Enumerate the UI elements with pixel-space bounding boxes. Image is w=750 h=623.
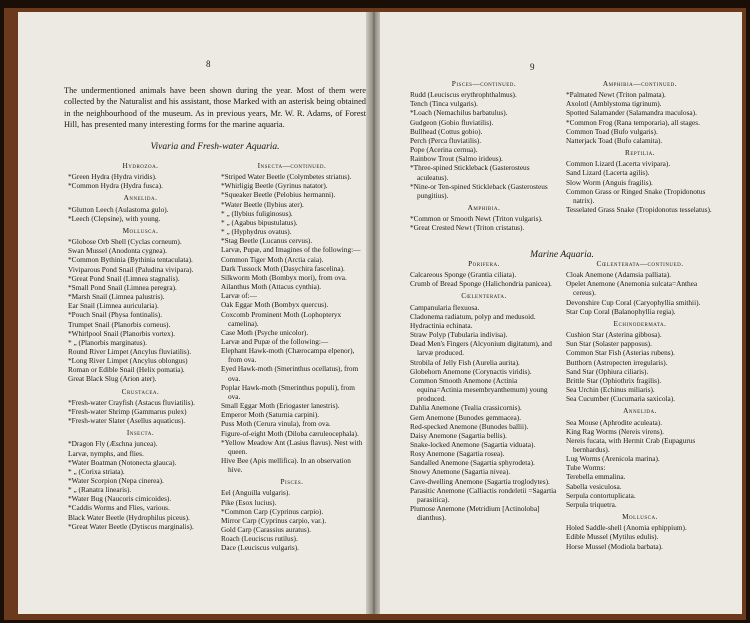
species-entry: Sun Star (Solaster papposus). (566, 339, 652, 349)
species-entry: Mirror Carp (Cyprinus carpio, var.). (221, 515, 327, 525)
species-column (566, 256, 714, 551)
species-entry: Larvæ, Pupæ, and Imagines of the following:— (221, 245, 361, 255)
species-entry: Crumb of Bread Sponge (Halichondria panicea). (410, 279, 552, 289)
species-entry: Bullhead (Cottus gobio). (410, 126, 483, 136)
page-number: 9 (530, 62, 535, 72)
species-entry: Holed Saddle-shell (Anomia ephippium). (566, 523, 687, 533)
species-entry: Tench (Tinca vulgaris). (410, 99, 478, 109)
species-entry: Common Star Fish (Asterias rubens). (566, 348, 675, 358)
species-entry: Figure-of-eight Moth (Diloba cæruleocephala). (221, 428, 359, 438)
species-entry: Cushion Star (Asterina gibbosa). (566, 330, 662, 340)
subsection-heading: Insecta. (126, 428, 155, 438)
species-entry: Pope (Acerina cernua). (410, 145, 478, 155)
species-entry: *Whirlpool Snail (Planorbis vortex). (68, 328, 176, 338)
species-entry: Edible Mussel (Mytilus edulis). (566, 532, 659, 542)
species-entry: * „ (Corixa striata). (68, 466, 125, 476)
species-entry: Oak Eggar Moth (Bombyx quercus). (221, 300, 329, 310)
species-entry: Rudd (Leuciscus erythrophthalmus). (410, 90, 517, 100)
subsection-heading: Cœlenterata—continued. (596, 259, 684, 268)
species-entry: *Great Pond Snail (Limnea stagnalis). (68, 273, 180, 283)
species-entry: Gudgeon (Gobio fluviatilis). (410, 117, 494, 127)
species-entry: Great Black Slug (Arion ater). (68, 374, 157, 384)
species-column (68, 158, 213, 531)
species-entry: Plumose Anemone (Metridium [Actinoloba] dianthus). (410, 504, 540, 523)
species-entry: Straw Polyp (Tubularia indivisa). (410, 330, 508, 340)
species-entry: *Long River Limpet (Ancylus oblongus) (68, 356, 188, 366)
species-entry: Sea Cucumber (Cucumaria saxicola). (566, 394, 676, 404)
species-entry: Gem Anemone (Bunodes gemmacea). (410, 412, 522, 422)
species-entry: *Palmated Newt (Triton palmata). (566, 90, 666, 100)
species-entry: Case Moth (Psyche unicolor). (221, 327, 309, 337)
species-entry: Snowy Anemone (Sagartia nivea). (410, 467, 511, 477)
species-entry: Gold Carp (Carassius auratus). (221, 525, 311, 535)
species-column (221, 158, 363, 553)
species-entry: Globehorn Anemone (Corynactis viridis). (410, 366, 532, 376)
species-entry: Poplar Hawk-moth (Smerinthus populi), from ova. (221, 382, 355, 401)
species-entry: Tesselated Grass Snake (Tropidonotus tesselatus). (566, 205, 712, 215)
species-column (410, 76, 558, 233)
species-entry: * „ (Hyphydrus ovatus). (221, 227, 292, 237)
page-number: 8 (206, 59, 211, 69)
species-entry: Terebella emmalina. (566, 472, 626, 482)
species-entry: Hive Bee (Apis mellifica). In an observation hive. (221, 456, 351, 475)
species-entry: Red-specked Anemone (Bunodes ballii). (410, 421, 529, 431)
species-entry: Dark Tussock Moth (Dasychira fascelina). (221, 263, 345, 273)
species-entry: Rosy Anemone (Sagartia rosea). (410, 449, 505, 459)
species-entry: *Yellow Meadow Ant (Lasius flavus). Nest with queen. (221, 437, 363, 456)
subsection-heading: Porifera. (468, 259, 500, 268)
species-entry: Common Smooth Anemone (Actinia equina=Actinia mesembryanthemum) young produced. (410, 375, 548, 404)
species-entry: *Whirligig Beetle (Gyrinus natator). (221, 181, 328, 191)
species-entry: Larvæ of:— (221, 291, 257, 301)
species-entry: Perch (Perca fluviatilis). (410, 135, 482, 145)
species-entry: Swan Mussel (Anodonta cygnea). (68, 246, 167, 256)
species-entry: *Common or Smooth Newt (Triton vulgaris). (410, 214, 543, 224)
species-entry: Black Water Beetle (Hydrophilus piceus). (68, 512, 190, 522)
species-entry: *Dragon Fly (Æschna juncea). (68, 439, 158, 449)
species-entry: *Squeaker Beetle (Pelobius hermanni). (221, 190, 336, 200)
species-entry: Roach (Leuciscus rutilus). (221, 534, 298, 544)
species-entry: Hydractinia echinata. (410, 320, 473, 330)
species-entry: Round River Limpet (Ancylus fluviatilis). (68, 346, 192, 356)
section-heading: Marine Aquaria. (530, 250, 594, 260)
right-page (380, 12, 742, 614)
species-entry: *Water Bug (Naucoris cimicoides). (68, 494, 172, 504)
species-entry: Daisy Anemone (Sagartia bellis). (410, 430, 507, 440)
subsection-heading: Mollusca. (122, 225, 159, 235)
subsection-heading: Echinodermata. (613, 318, 667, 328)
species-entry: *Stag Beetle (Lucanus cervus). (221, 236, 313, 246)
species-entry: Devonshire Cup Coral (Caryophyllia smithii). (566, 297, 701, 307)
species-entry: Common Grass or Ringed Snake (Tropidonotus natrix). (566, 186, 706, 205)
species-entry: Roman or Edible Snail (Helix pomatia). (68, 365, 185, 375)
species-entry: Sea Urchin (Echinus miliaris). (566, 385, 655, 395)
species-entry: *Water Beetle (Ilybius ater). (221, 199, 304, 209)
species-entry: Dahlia Anemone (Tealia crassicornis). (410, 403, 522, 413)
subsection-heading: Mollusca. (622, 512, 658, 522)
species-entry: *Three-spined Stickleback (Gasterosteus aculeatus). (410, 163, 530, 182)
left-page (18, 12, 370, 614)
species-entry: Brittle Star (Ophiothrix fragilis). (566, 375, 662, 385)
species-entry: Larvæ, nymphs, and flies. (68, 448, 144, 458)
species-entry: *Water Scorpion (Nepa cinerea). (68, 476, 164, 485)
species-entry: *Caddis Worms and Flies, various. (68, 503, 170, 513)
species-entry: *Common Carp (Cyprinus carpio). (221, 506, 324, 516)
species-entry: Horse Mussel (Modiola barbata). (566, 541, 663, 551)
subsection-heading: Pisces—continued. (451, 79, 517, 88)
species-entry: Elephant Hawk-moth (Chærocampa elpenor), from ova. (221, 346, 355, 365)
species-entry: *Great Water Beetle (Dytiscus marginalis). (68, 521, 194, 531)
subsection-heading: Crustacea. (121, 386, 160, 396)
species-entry: *Common Bythinia (Bythinia tentaculata). (68, 255, 193, 265)
species-entry: Snake-locked Anemone (Sagartia viduata). (410, 439, 536, 449)
species-entry: Serpula triquetra. (566, 499, 617, 509)
species-entry: Star Cup Coral (Balanophyllia regia). (566, 306, 676, 316)
species-entry: *Water Boatman (Notonecta glauca). (68, 457, 177, 467)
species-entry: Opelet Anemone (Anemonia sulcata=Anthea cereus). (566, 279, 698, 298)
species-entry: Emperor Moth (Saturnia carpini). (221, 410, 320, 420)
species-entry: Parasitic Anemone (Calliactis rondeletii =Sagartia parasitica). (410, 485, 557, 504)
subsection-heading: Annelida. (123, 193, 158, 203)
species-entry: Sandalled Anemone (Sagartia sphyrodeta). (410, 458, 535, 468)
species-entry: * „ (Agabus bipustulatus). (221, 217, 298, 227)
species-entry: Sabella vesiculosa. (566, 481, 622, 491)
subsection-heading: Amphibia—continued. (602, 79, 678, 88)
species-entry: *Common Hydra (Hydra fusca). (68, 181, 163, 191)
species-entry: Trumpet Snail (Planorbis corneus). (68, 319, 171, 329)
species-entry: *Pouch Snail (Physa fontinalis). (68, 310, 163, 320)
subsection-heading: Annelida. (623, 406, 657, 416)
species-entry: Tube Worms: (566, 463, 606, 473)
species-entry: Silkworm Moth (Bombyx mori), from ova. (221, 272, 347, 282)
species-entry: *Globose Orb Shell (Cyclas corneum). (68, 237, 182, 247)
species-entry: Small Eggar Moth (Eriogaster lanestris). (221, 401, 340, 411)
species-entry: King Rag Worms (Nereis virens). (566, 426, 664, 436)
species-entry: *Fresh-water Shrimp (Gammarus pulex) (68, 406, 187, 416)
species-entry: Viviparous Pond Snail (Paludina vivipara). (68, 264, 194, 274)
species-entry: Nereis fucata, with Hermit Crab (Eupagurus bernhardus). (566, 435, 696, 454)
subsection-heading: Amphibia. (467, 203, 501, 213)
species-entry: Ear Snail (Limnea auricularia). (68, 301, 159, 311)
species-entry: *Fresh-water Crayfish (Astacus fluviatilis). (68, 397, 195, 407)
species-entry: *Loach (Nemachilus barbatulus). (410, 108, 508, 118)
species-entry: *Glutton Leech (Aulastoma gulo). (68, 204, 169, 214)
species-entry: Cave-dwelling Anemone (Sagartia troglodytes). (410, 476, 550, 486)
subsection-heading: Hydrozoa. (122, 161, 159, 170)
subsection-heading: Pisces. (280, 477, 304, 487)
species-entry: *Leech (Clepsine), with young. (68, 213, 161, 223)
species-entry: *Green Hydra (Hydra viridis). (68, 172, 157, 182)
species-entry: Campanularia flexuosa. (410, 302, 480, 312)
species-entry: Cloak Anemone (Adamsia palliata). (566, 270, 671, 280)
species-entry: Dace (Leuciscus vulgaris). (221, 543, 300, 553)
species-column (566, 76, 714, 214)
species-entry: *Common Frog (Rana temporaria), all stages. (566, 117, 700, 127)
species-column (410, 256, 558, 522)
species-entry: Larvæ and Pupæ of the following:— (221, 336, 329, 346)
species-entry: Strobila of Jelly Fish (Aurelia aurita). (410, 357, 520, 367)
species-entry: Pike (Esox lucius). (221, 497, 277, 507)
species-entry: Butthorn (Astropecten irregularis). (566, 357, 668, 367)
species-entry: Calcareous Sponge (Grantia ciliata). (410, 270, 517, 280)
species-entry: Puss Moth (Cerura vinula), from ova. (221, 419, 331, 429)
species-entry: *Nine-or Ten-spined Stickleback (Gasterosteus pungitius). (410, 181, 548, 200)
species-entry: Sand Star (Ophiura ciliaris). (566, 366, 649, 376)
species-entry: Spotted Salamander (Salamandra maculosa). (566, 108, 697, 118)
species-entry: Lug Worms (Arenicola marina). (566, 454, 660, 464)
species-entry: * „ (Ranatra linearis). (68, 485, 132, 495)
species-entry: *Marsh Snail (Limnea palustris). (68, 292, 165, 302)
species-entry: Serpula contortuplicata. (566, 490, 636, 500)
species-entry: Dead Men's Fingers (Alcyonium digitatum), and larvæ produced. (410, 339, 552, 358)
species-entry: * „ (Ilybius fuliginosus). (221, 208, 293, 218)
species-entry: Ailanthus Moth (Attacus cynthia). (221, 282, 322, 292)
species-entry: Natterjack Toad (Bufo calamita). (566, 135, 663, 145)
species-entry: Slow Worm (Anguis fragilis). (566, 177, 653, 187)
species-entry: Axolotl (Amblystoma tigrinum). (566, 99, 662, 109)
section-heading: Vivaria and Fresh-water Aquaria. (150, 142, 280, 152)
species-entry: Cladonema radiatum, polyp and medusoid. (410, 311, 536, 321)
species-entry: *Small Pond Snail (Limnea peregra). (68, 282, 177, 292)
subsection-heading: Insecta—continued. (257, 161, 327, 170)
species-entry: *Great Crested Newt (Triton cristatus). (410, 223, 525, 233)
species-entry: Sea Mouse (Aphrodite aculeata). (566, 417, 663, 427)
species-entry: Coxcomb Prominent Moth (Lophopteryx camelina). (221, 309, 342, 328)
species-entry: Rainbow Trout (Salmo irideus). (410, 154, 503, 164)
species-entry: Common Toad (Bufo vulgaris). (566, 126, 658, 136)
species-entry: Sand Lizard (Lacerta agilis). (566, 168, 650, 178)
species-entry: Common Tiger Moth (Arctia caia). (221, 254, 324, 264)
species-entry: Common Lizard (Lacerta vivipara). (566, 159, 671, 169)
intro-paragraph: The undermentioned animals have been shown during the year. Most of them were collected by the Naturalist and his assistant, those Marked with an asterisk being obtained in the neighbourhood of the museum. As in previous years, Mr. W. R. Adams, of Forest Hill, has presented many interesting forms for the marine aquaria. (64, 86, 366, 129)
book-spread (4, 8, 746, 620)
species-entry: *Fresh-water Slater (Asellus aquaticus). (68, 416, 186, 426)
species-entry: *Striped Water Beetle (Colymbetes striatus). (221, 172, 352, 182)
subsection-heading: Cœlenterata. (461, 291, 507, 301)
species-entry: Eel (Anguilla vulgaris). (221, 488, 291, 498)
species-entry: Eyed Hawk-moth (Smerinthus ocellatus), from ova. (221, 364, 359, 383)
subsection-heading: Reptilia. (624, 148, 656, 158)
species-entry: * „ (Planorbis marginatus). (68, 337, 147, 347)
